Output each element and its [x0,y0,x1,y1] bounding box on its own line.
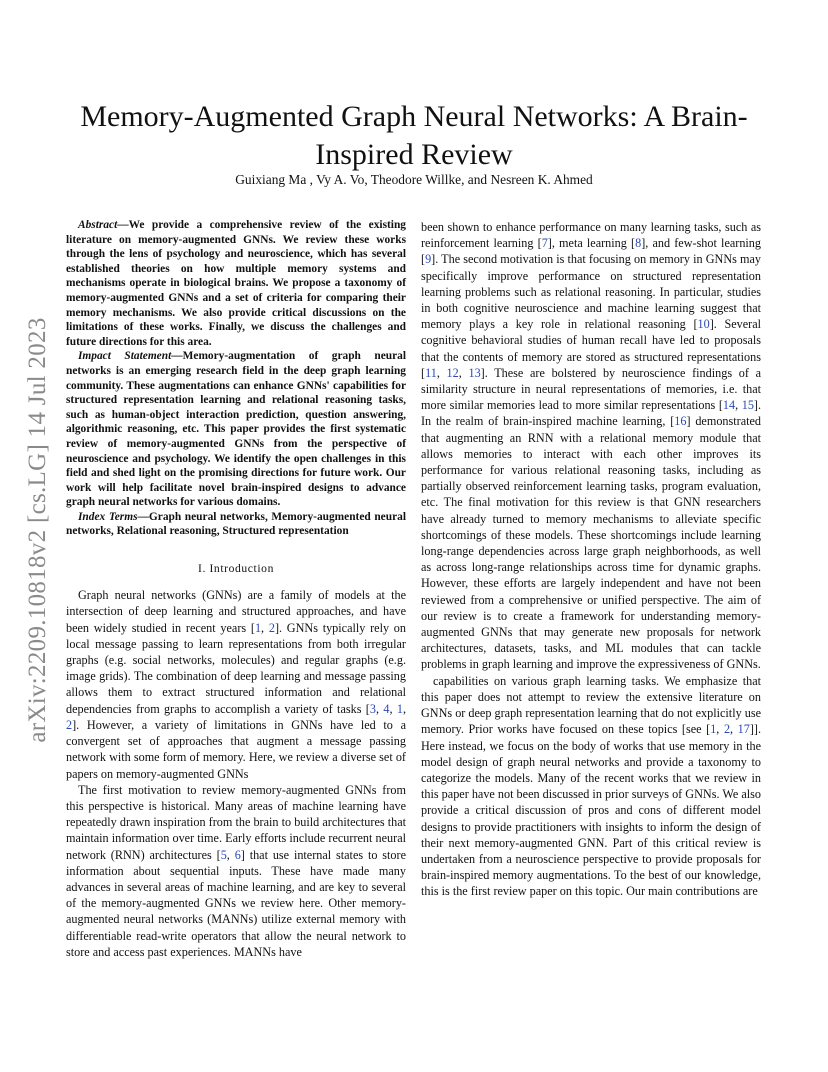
citation-link[interactable]: 6 [234,847,241,862]
citation-link[interactable]: 4 [383,701,390,716]
citation-link[interactable]: 11 [425,365,437,380]
citation-link[interactable]: 7 [541,236,548,251]
paragraph: been shown to enhance performance on many learning tasks, such as reinforcement learning [7], meta learning [8], and few-shot learning [9]. The second motivation is that focusing on memory in GNNs may specifically improve performance on structured representation learning problems such as relational reasoning. In particular, studies in both cognitive neuroscience and machine learning suggest that memory plays a key role in relational reasoning [10]. Several cognitive behavioral studies of human recall have led to proposals that the contents of memory are stored as structured representations [11, 12, 13]. These are bolstered by neuroscience findings of a similarity structure in neural representations of memories, i.e. that more similar memories lead to more similar representations [14, 15]. In the realm of brain-inspired machine learning, [16] demonstrated that augmenting an RNN with a relational memory module that allows memories to interact with each other improves its performance for various relational reasoning tasks, including as partially observed reinforcement learning tasks, program evaluation, etc. The final motivation for this review is that GNN researchers have already turned to memory mechanisms to alleviate specific shortcomings of these models. These shortcomings include learning long-range dependencies across large graph neighborhoods, as well as across long-range relationships across time for dynamic graphs. However, these efforts are largely independent and have not been reviewed from a comprehensive or unified perspective. The aim of our review is to create a framework for understanding memory-augmented GNNs that may generate new proposals for network architectures, datasets, tasks, and ML modules that can tackle problems in graph learning and improve the expressiveness of GNNs. [421,220,762,672]
author-list: Guixiang Ma , Vy A. Vo, Theodore Willke, and Nesreen K. Ahmed [235,172,593,187]
impact-text: —Memory-augmentation of graph neural networks is an emerging research field in the deep graph learning community. These augmentations can enhance GNNs' capabilities for structured representation learning and relational reasoning tasks, such as human-object interaction prediction, question answering, algorithmic reasoning, etc. This paper provides the first systematic review of memory-augmented GNNs from the perspective of neuroscience and psychology. We identify the open challenges in this field and shed light on the promising directions for future work. Our work will help facilitate novel brain-inspired designs to advance graph neural networks for various domains. [66,350,407,509]
citation-link[interactable]: 13 [468,365,481,380]
index-terms-label: Index Terms [78,510,138,523]
left-column [66,218,406,960]
citation-link[interactable]: 8 [635,236,642,251]
index-terms [66,510,406,539]
citation-link[interactable]: 16 [674,414,687,429]
impact-statement [66,349,406,510]
citation-link[interactable]: 17 [737,722,750,737]
citation-link[interactable]: 10 [697,317,710,332]
index-terms-text: —Graph neural networks, Memory-augmented neural networks, Relational reasoning, Structured representation [66,510,406,538]
citation-link[interactable]: 2 [66,717,73,732]
citation-link[interactable]: 14 [722,398,736,413]
citation-link[interactable]: 5 [220,847,227,862]
citation-link[interactable]: 2 [268,620,275,635]
section-heading-introduction: I. Introduction [198,562,274,576]
citation-link[interactable]: 2 [723,722,731,737]
abstract-text: —We provide a comprehensive review of the existing literature on memory-augmented GNNs. We review these works through the lens of psychology and neuroscience, which has several established theories on how multiple memory systems and mechanisms operate in biological brains. We propose a taxonomy of memory-augmented GNNs and a set of criteria for comparing their memory mechanisms. We also provide critical discussions on the limitations of these works. Finally, we discuss the challenges and future directions for this area. [66,219,406,348]
citation-link[interactable]: 1 [396,701,403,716]
citation-link[interactable]: 1 [254,620,262,635]
paper-title: Memory-Augmented Graph Neural Networks: A Brain-Inspired Review [80,100,748,172]
abstract-label: Abstract [78,219,118,231]
impact-label: Impact Statement [78,350,172,363]
paragraph: capabilities on various graph learning tasks. We emphasize that this paper does not attempt to review the extensive literature on GNNs or deep graph representation learning that do not explicitly use memory. Prior works have focused on these topics [see [1, 2, 17]]. Here instead, we focus on the body of works that use memory in the model design of graph neural networks and provide a taxonomy to categorize the models. Many of the recent works that we review in this paper have not been discussed in prior surveys of GNNs. We also provide a critical discussion of pros and cons of different model designs to provide practitioners with insights to inform the design of their next memory-augmented GNN. Part of this critical review is undertaken from a neuroscience perspective to provide proposals for brain-inspired memory augmentations. To the best of our knowledge, this is the first review paper on this topic. Our main contributions are [421,673,762,899]
paragraph: The first motivation to review memory-augmented GNNs from this perspective is historical. Many areas of machine learning have repeatedly drawn inspiration from the brain to build architectures that maintain information over time. Early efforts include recurrent neural network (RNN) architectures [5, 6] that use internal states to store information about sequential inputs. These have made many advances in several areas of machine learning, and are key to several of the memory-augmented GNNs we review here. Other memory-augmented neural networks (MANNs) utilize external memory with differentiable read-write operators that allow the neural network to store and access past experiences. MANNs have [66,782,406,959]
citation-link[interactable]: 12 [446,365,459,380]
citation-link[interactable]: 3 [369,701,376,716]
citation-link[interactable]: 1 [710,722,717,737]
arxiv-identifier-text: arXiv:2209.10818v2 [cs.LG] 14 Jul 2023 [24,317,51,743]
right-column [421,219,761,900]
abstract [66,218,406,349]
citation-link[interactable]: 15 [741,398,754,413]
citation-link[interactable]: 9 [425,252,432,267]
paragraph: Graph neural networks (GNNs) are a family of models at the intersection of deep learning and structured approaches, and have been widely studied in recent years [1, 2]. GNNs typically rely on local message passing to learn representations from both irregular graphs (e.g. social networks, molecules) and regular graphs (e.g. image grids). The combination of deep learning and message passing allows them to extract structured information and relational dependencies from graphs to accomplish a variety of tasks [3, 4, 1, 2]. However, a variety of limitations in GNNs have led to a convergent set of approaches that augment a message passing network with some form of memory. Here, we review a diverse set of papers on memory-augmented GNNs [66,588,406,781]
arxiv-identifier-stamp [8,290,68,770]
